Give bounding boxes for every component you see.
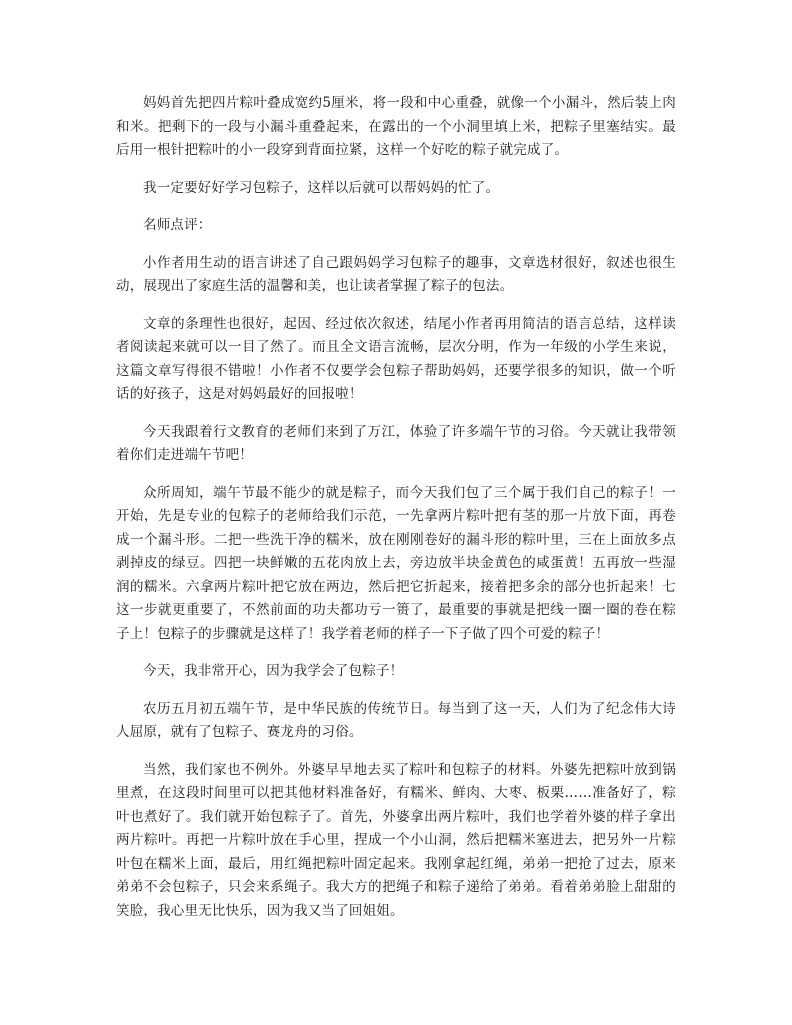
paragraph-grandma-zongzi: 当然，我们家也不例外。外婆早早地去买了粽叶和包粽子的材料。外婆先把粽叶放到锅里煮，在这段时间里可以把其他材料准备好，有糯米、鲜肉、大枣、板栗……准备好了，粽叶也煮好了。我们就开始包粽子了。首先，外婆拿出两片粽叶，我们也学着外婆的样子拿出两片粽叶。再把一片粽叶放在手心里，捏成一个小山洞，然后把糯米塞进去，把另外一片粽叶包在糯米上面，最后，用红绳把粽叶固定起来。我刚拿起红绳，弟弟一把抢了过去，原来弟弟不会包粽子，只会来系绳子。我大方的把绳子和粽子递给了弟弟。看着弟弟脸上甜甜的笑脸，我心里无比快乐，因为我又当了回姐姐。 — [116, 761, 676, 919]
paragraph-happy: 今天，我非常开心，因为我学会了包粽子！ — [143, 663, 404, 679]
paragraph-zongzi-steps: 妈妈首先把四片粽叶叠成宽约5厘米，将一段和中心重叠，就像一个小漏斗，然后装上肉和米。把剩下的一段与小漏斗重叠起来，在露出的一个小洞里填上米，把粽子里塞结实。最后用一根针把粽叶的小一段穿到背面拉紧，这样一个好吃的粽子就完成了。 — [116, 95, 676, 158]
paragraph-dragon-boat-festival: 农历五月初五端午节，是中华民族的传统节日。每当到了这一天，人们为了纪念伟大诗人屈原，就有了包粽子、赛龙舟的习俗。 — [116, 700, 676, 740]
document-body — [116, 92, 676, 937]
paragraph-resolve: 我一定要好好学习包粽子，这样以后就可以帮妈妈的忙了。 — [143, 179, 500, 196]
paragraph-comment-2: 文章的条理性也很好，起因、经过依次叙述，结尾小作者再用简洁的语言总结，这样读者阅读起来就可以一目了然了。而且全文语言流畅，层次分明，作为一年级的小学生来说，这篇文章写得很不错啦！小作者不仅要学会包粽子帮助妈妈，还要学很多的知识，做一个听话的好孩子，这是对妈妈最好的回报啦！ — [116, 315, 676, 402]
paragraph-zongzi-process: 众所周知，端午节最不能少的就是粽子，而今天我们包了三个属于我们自己的粽子！一开始，先是专业的包粽子的老师给我们示范，一先拿两片粽叶把有茎的那一片放下面，再卷成一个漏斗形。二把一些洗干净的糯米，放在刚刚卷好的漏斗形的粽叶里，三在上面放多点剥掉皮的绿豆。四把一块鲜嫩的五花肉放上去，旁边放半块金黄色的咸蛋黄！五再放一些湿润的糯米。六拿两片粽叶把它放在两边，然后把它折起来，接着把多余的部分也折起来！七这一步就更重要了，不然前面的功夫都功亏一篑了，最重要的事就是把线一圈一圈的卷在粽子上！包粽子的步骤就是这样了！我学着老师的样子一下子做了四个可爱的粽子！ — [116, 484, 676, 642]
paragraph-wanjiang-intro: 今天我跟着行文教育的老师们来到了万江，体验了许多端午节的习俗。今天就让我带领着你们走进端午节吧！ — [116, 423, 676, 463]
paragraph-comment-1: 小作者用生动的语言讲述了自己跟妈妈学习包粽子的趣事，文章选材很好，叙述也很生动，展现出了家庭生活的温馨和美，也让读者掌握了粽子的包法。 — [116, 254, 676, 294]
paragraph-teacher-comment-heading: 名师点评： — [143, 217, 212, 233]
